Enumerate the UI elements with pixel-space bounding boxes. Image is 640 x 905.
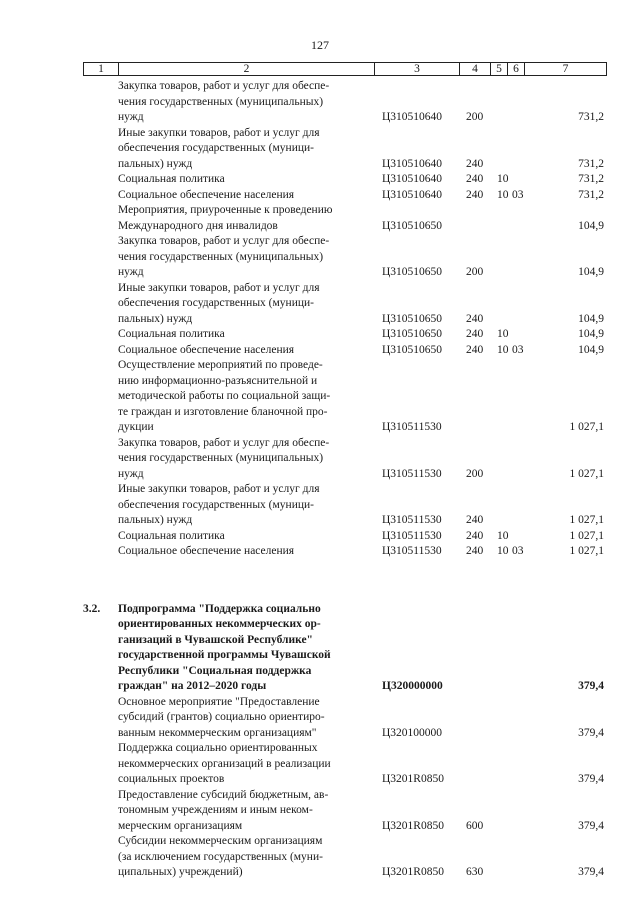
amount: 104,9 [578,343,604,356]
column-header-7: 7 [525,63,607,76]
row-name-line: Мероприятия, приуроченные к проведению [118,204,333,216]
row-name-line: чения государственных (муниципальных) [118,452,324,464]
row-name-line: государственной программы Чувашской [118,649,331,661]
section-code: 10 [497,188,509,201]
row-name-line: Международного дня инвалидов [118,219,278,232]
row-name-line: Иные закупки товаров, работ и услуг для [118,126,320,139]
expense-type-code: 240 [466,529,484,542]
target-article-code: Ц310511530 [382,421,442,433]
row-name-line: Иные закупки товаров, работ и услуг для [118,483,320,495]
row-name [118,788,363,835]
table-row [0,327,640,343]
column-header-5: 5 [491,63,508,76]
expense-type-code: 630 [466,866,484,878]
amount: 379,4 [578,773,604,785]
row-name-line: Предоставление субсидий бюджетным, ав- [118,788,329,801]
row-name-line: чения государственных (муниципальных) [118,95,324,108]
row-name-line: некоммерческих организаций в реализации [118,757,331,770]
amount: 1 027,1 [569,514,604,526]
row-name [118,126,363,173]
column-header-1: 1 [84,63,119,76]
table-row [0,281,640,328]
amount: 104,9 [578,266,604,278]
table-row [0,188,640,204]
row-name-line: Закупка товаров, работ и услуг для обеспе- [118,235,330,247]
row-name [118,529,363,545]
row-name [118,172,363,188]
expense-type-code: 240 [466,188,484,201]
budget-table-body [0,79,640,881]
target-article-code: Ц310510650 [382,266,443,278]
expense-type-code: 200 [466,467,484,480]
target-article-code: Ц310510650 [382,343,443,356]
column-header-table [83,62,607,76]
expense-type-code: 240 [466,545,484,557]
amount: 731,2 [578,173,604,185]
row-name-line: ориентированных некоммерческих ор- [118,618,321,630]
row-name-line: социальных проектов [118,773,225,785]
amount: 379,4 [578,726,604,739]
target-article-code: Ц310511530 [382,529,442,542]
target-article-code: Ц310510640 [382,157,443,170]
row-name [118,327,363,343]
expense-type-code: 240 [466,343,484,356]
section-code: 10 [497,545,509,557]
row-name-line: тономным учреждениям и иным неком- [118,804,313,816]
row-name-line: Основное мероприятие "Предоставление [118,695,320,708]
table-spacer [0,560,640,602]
subsection-code: 03 [512,545,524,557]
row-name-line: Социальное обеспечение населения [118,188,295,201]
row-name-line: нужд [118,467,144,480]
row-name [118,343,363,359]
target-article-code: Ц320100000 [382,726,443,739]
row-name-line: Социальное обеспечение населения [118,343,295,356]
row-name-line: Закупка товаров, работ и услуг для обеспе- [118,80,330,92]
section-code: 10 [497,328,509,340]
expense-type-code: 240 [466,157,484,170]
row-name-line: Социальное обеспечение населения [118,545,295,557]
row-name-line: нужд [118,111,144,123]
row-name-line: Иные закупки товаров, работ и услуг для [118,281,320,294]
table-row [0,529,640,545]
row-name [118,234,363,281]
row-name-line: Субсидии некоммерческим организациям [118,835,323,847]
row-name-line: нию информационно-разъяснительной и [118,374,318,387]
row-name-line: чения государственных (муниципальных) [118,250,324,263]
row-name-line: Закупка товаров, работ и услуг для обеспе- [118,436,330,449]
amount: 1 027,1 [569,467,604,480]
row-name-line: ванным некоммерческим организациям" [118,726,317,739]
amount: 731,2 [578,111,604,123]
section-code: 10 [497,343,509,356]
expense-type-code: 240 [466,312,484,325]
table-row [0,172,640,188]
column-header-2: 2 [119,63,375,76]
amount: 731,2 [578,157,604,170]
target-article-code: Ц310511530 [382,514,442,526]
table-row [0,436,640,483]
expense-type-code: 600 [466,819,484,832]
section-code: 10 [497,173,509,185]
expense-type-code: 240 [466,514,484,526]
row-name-line: Социальная политика [118,328,225,340]
row-name-line: Подпрограмма "Поддержка социально [118,602,321,615]
row-name-line: пальных) нужд [118,157,193,170]
row-name-line: (за исключением государственных (муни- [118,850,323,863]
row-name-line: субсидий (грантов) социально ориентиро- [118,711,325,723]
table-row [0,788,640,835]
table-row [0,602,640,695]
table-row [0,79,640,126]
row-name-line: граждан" на 2012–2020 годы [118,680,267,692]
amount: 104,9 [578,312,604,325]
section-number: 3.2. [83,602,101,615]
amount: 379,4 [578,819,604,832]
target-article-code: Ц310511530 [382,467,442,480]
row-name [118,544,363,560]
table-row [0,741,640,788]
row-name-line: Социальная политика [118,173,225,185]
row-name [118,695,363,742]
target-article-code: Ц320000000 [382,680,443,692]
amount: 1 027,1 [569,529,604,542]
table-row [0,482,640,529]
expense-type-code: 240 [466,328,484,340]
row-name-line: ганизаций в Чувашской Республике" [118,633,313,646]
row-name [118,203,363,234]
amount: 1 027,1 [569,421,604,433]
row-name-line: обеспечения государственных (муници- [118,498,314,511]
row-name-line: ципальных) учреждений) [118,866,243,878]
amount: 1 027,1 [569,545,604,557]
column-header-4: 4 [460,63,491,76]
row-name-line: Республики "Социальная поддержка [118,664,312,677]
table-row [0,834,640,881]
row-name-line: дукции [118,421,154,433]
target-article-code: Ц310510640 [382,111,443,123]
target-article-code: Ц3201R0850 [382,866,444,878]
target-article-code: Ц310510650 [382,328,443,340]
amount: 379,4 [578,866,604,878]
row-name [118,188,363,204]
column-header-6: 6 [508,63,525,76]
row-name-line: пальных) нужд [118,514,193,526]
target-article-code: Ц3201R0850 [382,773,444,785]
subsection-code: 03 [512,343,524,356]
row-name-line: мерческим организациям [118,819,243,832]
target-article-code: Ц310510640 [382,188,443,201]
row-name-line: пальных) нужд [118,312,193,325]
amount: 104,9 [578,219,604,232]
expense-type-code: 240 [466,173,484,185]
row-name [118,602,363,695]
table-row [0,203,640,234]
row-name [118,79,363,126]
expense-type-code: 200 [466,266,484,278]
row-name-line: Поддержка социально ориентированных [118,742,318,754]
amount: 731,2 [578,188,604,201]
target-article-code: Ц310510650 [382,312,443,325]
table-row [0,544,640,560]
table-row [0,234,640,281]
row-name-line: Социальная политика [118,529,225,542]
section-code: 10 [497,529,509,542]
row-name-line: Осуществление мероприятий по проведе- [118,359,323,371]
target-article-code: Ц3201R0850 [382,819,444,832]
target-article-code: Ц310511530 [382,545,442,557]
row-name-line: обеспечения государственных (муници- [118,297,314,309]
row-name-line: нужд [118,266,144,278]
amount: 104,9 [578,328,604,340]
row-name-line: методической работы по социальной защи- [118,390,331,402]
row-name [118,741,363,788]
row-name [118,436,363,483]
table-row [0,695,640,742]
amount: 379,4 [578,680,604,692]
page-number: 127 [311,38,329,52]
table-row [0,343,640,359]
column-header-3: 3 [375,63,460,76]
row-name-line: обеспечения государственных (муници- [118,142,314,154]
subsection-code: 03 [512,188,524,201]
row-name [118,482,363,529]
table-row [0,126,640,173]
table-row [0,358,640,436]
expense-type-code: 200 [466,111,484,123]
target-article-code: Ц310510640 [382,173,443,185]
row-name [118,358,363,436]
row-name-line: те граждан и изготовление бланочной про- [118,405,328,418]
row-name [118,834,363,881]
row-name [118,281,363,328]
target-article-code: Ц310510650 [382,219,443,232]
